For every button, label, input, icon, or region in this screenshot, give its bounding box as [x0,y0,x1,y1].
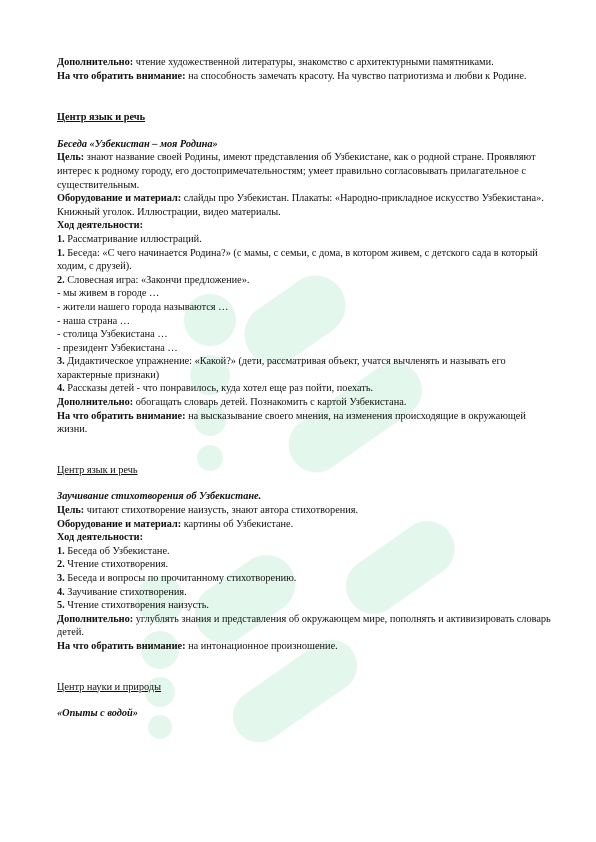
section2-additional-text: углублять знания и представления об окружающем мире, пополнять и активизировать словарь детей. [57,613,551,639]
list-item [57,558,556,572]
step-number: 2. [57,559,65,571]
list-item [57,545,556,559]
step-number: 4. [57,383,65,395]
section2-process-label: Ход деятельности: [57,532,144,544]
step-number: 3. [57,573,65,584]
intro-attention [57,70,556,84]
section1-heading: Центр язык и речь [57,112,146,124]
step-number: 1. [57,545,65,557]
section2-attention-label: На что обратить внимание: [57,640,186,652]
intro-additional-label: Дополнительно: [57,57,134,68]
list-item [57,572,556,586]
section2-additional-label: Дополнительно: [57,613,134,625]
section3-heading: Центр науки и природы [57,681,162,693]
step-number: 3. [57,356,65,368]
step-number: 4. [57,586,65,598]
section2-goal-text: читают стихотворение наизусть, знают автора стихотворения. [84,505,359,517]
section1-attention [57,410,556,437]
list-item: - жители нашего города называются … [57,301,229,313]
section1-attention-text: на высказывание своего мнения, на изменения происходящие в окружающей жизни. [57,410,526,436]
section2-attention-text: на интонационное произношение. [185,640,338,652]
section1-equipment-label: Оборудование и материал: [57,193,182,205]
section2-heading: Центр язык и речь [57,464,138,476]
section1-additional-text: обогащать словарь детей. Познакомить с картой Узбекистана. [133,397,407,409]
section2-equipment [57,518,556,532]
step-text: Рассматривание иллюстраций. [64,233,202,245]
section1-title: Беседа «Узбекистан – моя Родина» [57,138,218,150]
section1-goal-text: знают название своей Родины, имеют представления об Узбекистане, как о родной стране. Проявляют интерес к родному городу, его достопримечательностям; умеет правильно согласовывать прилагательное с существительным. [57,152,536,191]
step-text: Словесная игра: «Закончи предложение». [64,274,250,286]
section1-attention-label: На что обратить внимание: [57,410,186,422]
section2-equipment-text: картины об Узбекистане. [181,518,294,530]
step-text: Беседа и вопросы по прочитанному стихотворению. [64,573,297,584]
step-text: Дидактическое упражнение: «Какой?» (дети, рассматривая объект, учатся вычленять и называть его характерные признаки) [57,356,506,381]
section1-additional-label: Дополнительно: [57,397,134,409]
section1-equipment [57,192,556,219]
step-text: Беседа об Узбекистане. [64,545,170,557]
step-text: Чтение стихотворения наизусть. [64,600,210,612]
list-item: - мы живем в городе … [57,288,160,300]
section2-additional [57,613,556,640]
section2-title: Заучивание стихотворения об Узбекистане. [57,491,262,503]
intro-additional-text: чтение художественной литературы, знакомство с архитектурными памятниками. [133,57,494,68]
step-text: Чтение стихотворения. [64,559,169,571]
section2-goal [57,504,556,518]
list-item: - президент Узбекистана … [57,342,178,354]
list-item [57,233,556,247]
list-item: - столица Узбекистана … [57,329,168,341]
step-number: 1. [57,233,65,245]
list-item: - наша страна … [57,315,131,327]
section1-goal-label: Цель: [57,152,85,164]
step-number: 5. [57,600,65,612]
section1-goal [57,151,556,192]
section2-goal-label: Цель: [57,505,85,517]
intro-additional [57,56,556,70]
list-item [57,247,556,274]
step-number: 2. [57,274,65,286]
list-item [57,274,556,288]
section1-equipment-text: слайды про Узбекистан. Плакаты: «Народно-прикладное искусство Узбекистана». Книжный уголок. Иллюстрации, видео материалы. [57,193,544,218]
list-item [57,355,556,382]
step-number: 1. [57,247,65,259]
section1-process-label: Ход деятельности: [57,220,144,232]
section2-attention [57,640,556,654]
step-text: Беседа: «С чего начинается Родина?» (с мамы, с семьи, с дома, в котором живем, с детского сада в который ходим, с друзей). [57,247,538,273]
section2-equipment-label: Оборудование и материал: [57,518,182,530]
section1-additional [57,396,556,410]
list-item [57,586,556,600]
list-item [57,599,556,613]
step-text: Рассказы детей - что понравилось, куда хотел еще раз пойти, поехать. [64,383,374,395]
step-text: Заучивание стихотворения. [64,586,187,598]
intro-attention-label: На что обратить внимание: [57,70,186,82]
section3-title: «Опыты с водой» [57,708,138,720]
intro-attention-text: на способность замечать красоту. На чувство патриотизма и любви к Родине. [185,70,527,82]
list-item [57,382,556,396]
